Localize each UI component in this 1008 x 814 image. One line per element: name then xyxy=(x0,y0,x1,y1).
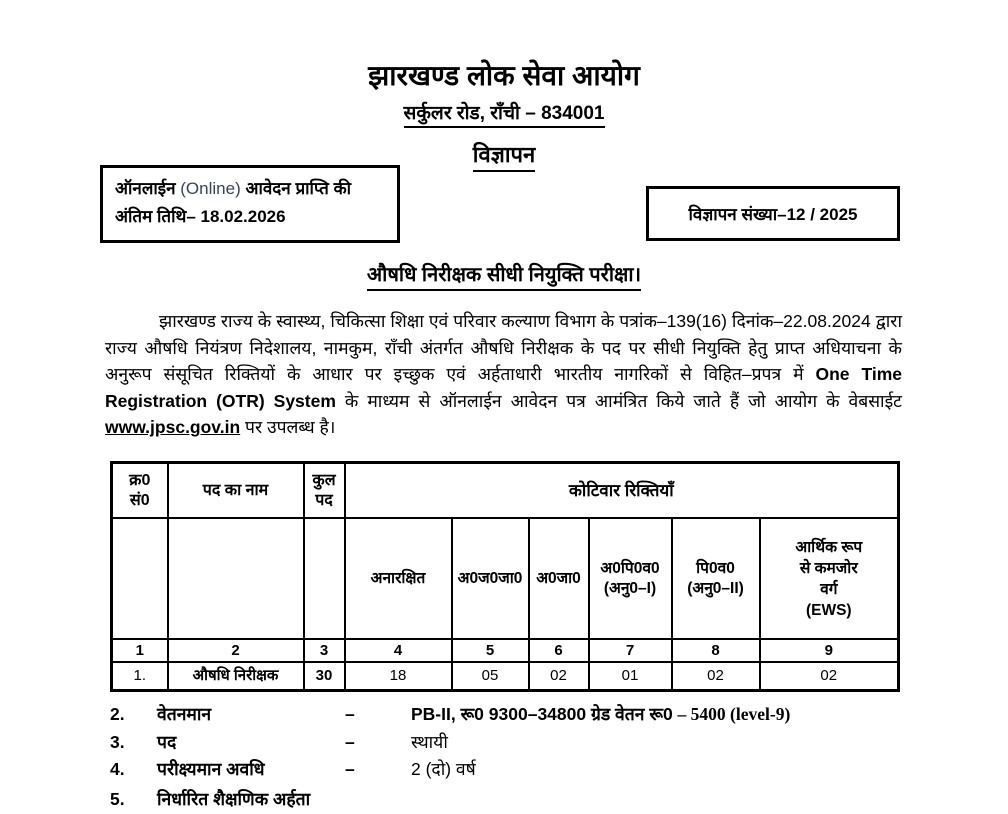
colnum-2: 2 xyxy=(168,639,304,662)
partial-item-row xyxy=(110,786,902,814)
cell-post-name: औषधि निरीक्षक xyxy=(168,662,304,691)
colnum-7: 7 xyxy=(589,639,672,662)
cell-bc: 02 xyxy=(672,662,760,691)
org-title: झारखण्ड लोक सेवा आयोग xyxy=(368,60,640,91)
cell-unreserved: 18 xyxy=(345,662,452,691)
cell-st: 05 xyxy=(452,662,529,691)
pay-scale-item xyxy=(110,701,902,729)
total-line2: पद xyxy=(315,491,333,509)
para-seg1: झारखण्ड राज्य के स्वास्थ्य, चिकित्सा शिक्षा एवं परिवार कल्याण विभाग के पत्रांक–139(16) दिनांक–22.08.2024 द्वारा राज्य औषधि नियंत्रण निदेशालय, नामकुम, राँची अंतर्गत औषधि निरीक्षक के पद पर सीधी नियुक्ति हेतु प्राप्त अधियाचना के अनुरूप संसूचित रिक्तियों के आधार पर इच्छुक एवं अर्हताधारी भारतीय नागरिकों से विहित–प्रपत्र में xyxy=(105,311,902,385)
column-number-row xyxy=(112,639,899,662)
deadline-box xyxy=(100,165,400,243)
bc-line2: (अनु0–II) xyxy=(687,579,744,597)
empty-cell-serial xyxy=(112,518,168,639)
item4-dash: – xyxy=(345,759,355,780)
item4-value: 2 (दो) वर्ष xyxy=(411,759,476,780)
empty-cell-total xyxy=(304,518,345,639)
probation-period-item xyxy=(110,756,902,784)
para-seg3: के माध्यम से ऑनलाईन आवेदन पत्र आमंत्रित किये जाते हैं जो आयोग के वेबसाईट xyxy=(335,390,902,411)
total-line1: कुल xyxy=(312,471,336,489)
colnum-8: 8 xyxy=(672,639,760,662)
cell-ews: 02 xyxy=(760,662,899,691)
vacancy-table xyxy=(110,461,900,692)
online-word: (Online) xyxy=(180,179,241,198)
website-link[interactable]: www.jpsc.gov.in xyxy=(105,417,241,438)
empty-cell-post-name xyxy=(168,518,304,639)
colnum-4: 4 xyxy=(345,639,452,662)
serial-line2: सं0 xyxy=(129,491,150,509)
cell-ebc: 01 xyxy=(589,662,672,691)
cell-sc: 02 xyxy=(529,662,589,691)
subject-wrap xyxy=(0,260,1008,291)
ews-line3: वर्ग xyxy=(820,580,838,598)
ews-line2: से कमजोर xyxy=(799,559,858,577)
ews-line1: आर्थिक रूप xyxy=(795,538,863,556)
table-row xyxy=(112,662,899,691)
colnum-5: 5 xyxy=(452,639,529,662)
colnum-9: 9 xyxy=(760,639,899,662)
otr-system-text: One Time Registration (OTR) System xyxy=(105,364,902,411)
partial-item-number: 5. xyxy=(110,789,125,809)
subheader-unreserved: अनारक्षित xyxy=(345,518,452,639)
col-header-categorywise-vacancies: कोटिवार रिक्तियाँ xyxy=(345,463,899,519)
deadline-line1-post: आवेदन प्राप्ति की xyxy=(240,179,352,198)
advert-number-text: विज्ञापन संख्या–12 / 2025 xyxy=(688,205,858,224)
clipped-next-item xyxy=(110,786,902,809)
item3-dash: – xyxy=(345,731,355,752)
item3-value: स्थायी xyxy=(411,731,448,752)
serial-line1: क्र0 xyxy=(129,471,151,489)
intro-paragraph xyxy=(105,308,902,441)
col-header-post-name: पद का नाम xyxy=(168,463,304,519)
advert-number-box xyxy=(646,186,900,241)
subheader-st: अ0ज0जा0 xyxy=(452,518,529,639)
deadline-line2: अंतिम तिथि– 18.02.2026 xyxy=(115,207,286,226)
ebc-line1: अ0पि0व0 xyxy=(600,559,660,577)
subheader-ews xyxy=(760,518,899,639)
subject-heading: औषधि निरीक्षक सीधी नियुक्ति परीक्षा। xyxy=(367,260,641,291)
post-type-item xyxy=(110,729,902,757)
item4-label: परीक्ष्यमान अवधि xyxy=(157,759,265,780)
bc-line1: पि0व0 xyxy=(696,559,735,577)
item3-label: पद xyxy=(157,731,177,752)
item2-value xyxy=(411,701,902,729)
deadline-line1 xyxy=(115,175,385,203)
cell-total-posts: 30 xyxy=(304,662,345,691)
subheader-bc-annex2 xyxy=(672,518,760,639)
col-header-total-posts xyxy=(304,463,345,519)
item2-value-main: PB-II, रू0 9300–34800 ग्रेड वेतन रू0 xyxy=(411,704,678,724)
deadline-line1-pre: ऑनलाईन xyxy=(115,179,181,198)
details-list xyxy=(110,701,902,784)
address-line-wrap xyxy=(0,99,1008,128)
partial-item-label: निर्धारित शैक्षणिक अर्हता xyxy=(157,789,311,809)
doc-type-heading: विज्ञापन xyxy=(473,139,535,172)
cell-serial: 1. xyxy=(112,662,168,691)
colnum-6: 6 xyxy=(529,639,589,662)
subheader-sc: अ0जा0 xyxy=(529,518,589,639)
item2-number: 2. xyxy=(110,704,125,724)
subheader-ebc-annex1 xyxy=(589,518,672,639)
item3-number: 3. xyxy=(110,731,125,752)
ebc-line2: (अनु0–I) xyxy=(603,579,657,597)
para-seg5: पर उपलब्ध है। xyxy=(240,417,336,438)
colnum-3: 3 xyxy=(304,639,345,662)
item4-number: 4. xyxy=(110,759,125,780)
item2-value-serif: – 5400 (level-9) xyxy=(677,704,791,724)
item2-dash: – xyxy=(345,704,355,724)
colnum-1: 1 xyxy=(112,639,168,662)
item2-label: वेतनमान xyxy=(157,704,212,724)
address-line: सर्कुलर रोड, राँची – 834001 xyxy=(404,99,605,128)
ews-line4: (EWS) xyxy=(805,601,852,619)
col-header-serial xyxy=(112,463,168,519)
